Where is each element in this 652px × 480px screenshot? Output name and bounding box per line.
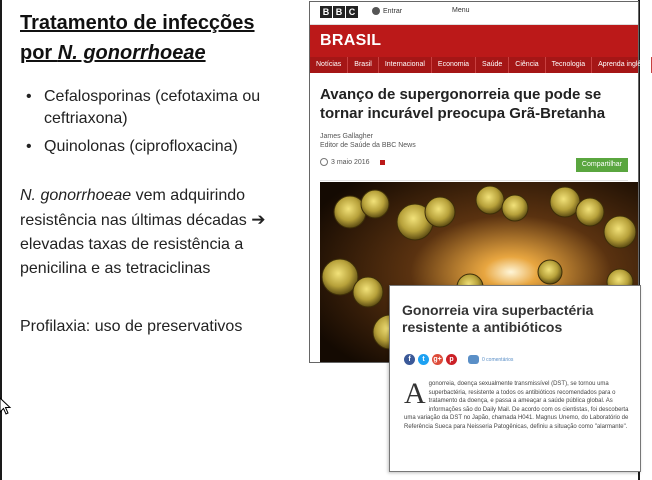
flag-icon (380, 160, 385, 165)
slide-text-column (20, 8, 300, 339)
treatment-list (20, 86, 300, 158)
bbc-logo[interactable] (320, 6, 358, 18)
para-text: vem adquirindo resistência nas últimas décadas (20, 187, 247, 229)
sign-in-link[interactable] (372, 7, 402, 15)
social-share-bar (390, 336, 640, 365)
facebook-icon[interactable]: f (404, 354, 415, 365)
divider (320, 180, 628, 181)
nav-item-brasil[interactable]: Brasil (348, 57, 379, 73)
bullet-icon: • (26, 88, 32, 105)
bullet-icon: • (26, 138, 32, 155)
mouse-cursor-icon (0, 398, 10, 416)
article-byline (310, 123, 638, 150)
article2-title: Gonorreia vira superbactéria resistente a antibióticos (402, 302, 594, 335)
prophylaxis-paragraph: Profilaxia: uso de preservativos (20, 318, 243, 335)
nav-item-internacional[interactable]: Internacional (379, 57, 432, 73)
share-button[interactable]: Compartilhar (576, 158, 628, 172)
nav-item-noticias[interactable]: Notícias (310, 57, 348, 73)
title-line-1: Tratamento de infecções (20, 12, 255, 34)
news-article-card (389, 285, 641, 472)
title-species: N. gonorrhoeae (57, 42, 206, 64)
title-line-2 (20, 42, 206, 64)
bullet-text: Cefalosporinas (cefotaxima ou ceftriaxona) (44, 88, 261, 127)
pinterest-icon[interactable]: p (446, 354, 457, 365)
menu-link[interactable]: Menu (452, 7, 470, 14)
nav-item-tecnologia[interactable]: Tecnologia (546, 57, 592, 73)
section-banner[interactable]: BRASIL (310, 25, 638, 57)
logo-letter: B (333, 6, 345, 18)
author-name: James Gallagher (320, 133, 373, 140)
nav-item-economia[interactable]: Economia (432, 57, 476, 73)
nav-item-ciencia[interactable]: Ciência (509, 57, 545, 73)
bbc-top-bar (310, 2, 638, 25)
para-species: N. gonorrhoeae (20, 187, 132, 204)
title-prefix: por (20, 42, 58, 64)
nav-item-aprenda-ingles[interactable]: Aprenda inglês (592, 57, 652, 73)
clock-icon (320, 158, 328, 166)
article2-body (390, 365, 640, 431)
user-icon (372, 7, 380, 15)
logo-letter: C (346, 6, 358, 18)
sign-in-label: Entrar (383, 7, 403, 15)
list-item (20, 86, 300, 130)
slide-title (20, 8, 300, 68)
comment-count[interactable]: 0 comentários (482, 356, 514, 363)
article-date: 3 maio 2016 (331, 158, 370, 166)
bullet-text: Quinolonas (ciprofloxacina) (44, 138, 238, 155)
author-role: Editor de Saúde da BBC News (320, 142, 416, 149)
drop-cap: A (404, 377, 426, 410)
comment-icon[interactable] (468, 355, 479, 364)
para-text-after: elevadas taxas de resistência a penicilina e as tetraciclinas (20, 236, 244, 277)
resistance-paragraph (20, 184, 300, 281)
article-meta (320, 158, 628, 174)
google-plus-icon[interactable]: g+ (433, 356, 442, 363)
list-item (20, 136, 300, 158)
arrow-right-icon: ➔ (251, 210, 266, 229)
article2-text: gonorreia, doença sexualmente transmissível (DST), se tornou uma superbactéria, resistente a todos os antibióticos recomendados para o tratamento da doença, e passa a ameaçar a saúde pública global. As informações são do Daily Mail. De acordo com os cientistas, foi descoberta uma variação da DST no Japão, chamada H041. Magnus Unemo, do Laboratório de Referência Sueca para Neisseria Patogênicas, definiu a situação como "alarmante". (404, 381, 629, 430)
twitter-icon[interactable]: t (418, 354, 429, 365)
article-headline: Avanço de supergonorreia que pode se tornar incurável preocupa Grã-Bretanha (320, 86, 606, 122)
section-nav (310, 57, 645, 73)
nav-item-saude[interactable]: Saúde (476, 57, 509, 73)
logo-letter: B (320, 6, 332, 18)
